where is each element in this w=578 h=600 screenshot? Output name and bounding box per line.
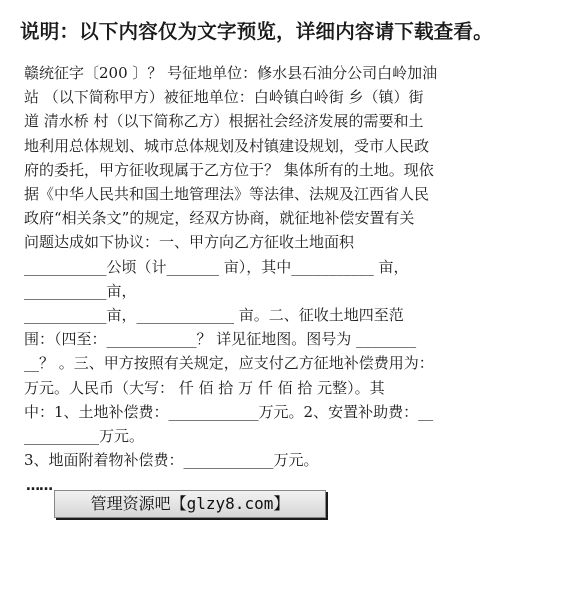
body-line — [24, 255, 554, 279]
body-text: 道 清水桥 村（以下简称乙方）根据社会经济发展的需要和土 — [24, 112, 424, 131]
source-site-link[interactable]: 管理资源吧【glzy8.com】 — [54, 490, 326, 518]
continuation-ellipsis: …… — [26, 478, 52, 494]
body-text: 万元。 — [99, 427, 145, 446]
body-line — [24, 85, 554, 109]
body-line — [24, 158, 554, 182]
body-text: 赣统征字〔200 〕？ 号征地单位：修水县石油分公司白岭加油 — [24, 64, 438, 82]
body-text: __？ 。三、甲方按照有关规定，应支付乙方征地补偿费用为： — [24, 354, 434, 373]
body-text: 府的委托，甲方征收现属于乙方位于？ 集体所有的土地。现依 — [24, 160, 434, 179]
body-line — [24, 230, 554, 254]
body-text: 万元。 — [273, 451, 319, 470]
body-line — [24, 376, 554, 400]
body-line — [24, 448, 554, 472]
body-line — [24, 424, 554, 448]
body-text: ___________亩， — [24, 306, 137, 325]
body-line — [24, 327, 554, 351]
body-text: 亩。二、征收土地四至范 — [234, 306, 404, 325]
body-text: 据《中华人民共和国土地管理法》等法律、法规及江西省人民 — [24, 185, 430, 204]
body-text: 中：1、土地补偿费： — [24, 402, 169, 421]
body-text: ___________公顷（计_______ 亩），其中___________ 亩， — [24, 257, 409, 276]
body-line — [24, 400, 554, 424]
body-text: 万元。人民币（大写： 仟 佰 拾 万 仟 佰 拾 元整）。其 — [24, 378, 385, 397]
body-line — [24, 206, 554, 230]
preview-notice: 说明：以下内容仅为文字预览，详细内容请下载查看。 — [20, 20, 493, 43]
body-line — [24, 279, 554, 303]
body-text: ____________ — [106, 330, 197, 349]
body-text: 地利用总体规划、城市总体规划及村镇建设规划，受市人民政 — [24, 136, 430, 155]
body-text: ________ — [356, 330, 417, 349]
body-text: _____________ — [136, 306, 235, 325]
body-line — [24, 182, 554, 206]
body-line — [24, 303, 554, 327]
body-text: ____________ — [183, 451, 274, 470]
agreement-body — [24, 61, 554, 472]
body-text: 万元。2、安置补助费： — [258, 402, 419, 421]
body-text: 政府“相关条文”的规定，经双方协商，就征地补偿安置有关 — [24, 209, 415, 228]
body-text: ？ 详见征地图。图号为 — [196, 330, 357, 349]
body-text: 3、地面附着物补偿费： — [24, 451, 184, 470]
body-text: ___________亩， — [24, 281, 137, 300]
body-text: 站 （以下简称甲方）被征地单位：白岭镇白岭街 乡（镇）街 — [24, 88, 424, 107]
body-line — [24, 134, 554, 158]
body-text: 问题达成如下协议：一、甲方向乙方征收土地面积 — [24, 233, 355, 252]
body-line — [24, 61, 554, 85]
body-line — [24, 109, 554, 133]
body-text: 围：（四至： — [24, 330, 107, 349]
body-text: ____________ — [168, 402, 259, 421]
body-text: __________ — [24, 427, 99, 446]
body-text: __ — [418, 402, 434, 421]
body-line — [24, 351, 554, 375]
